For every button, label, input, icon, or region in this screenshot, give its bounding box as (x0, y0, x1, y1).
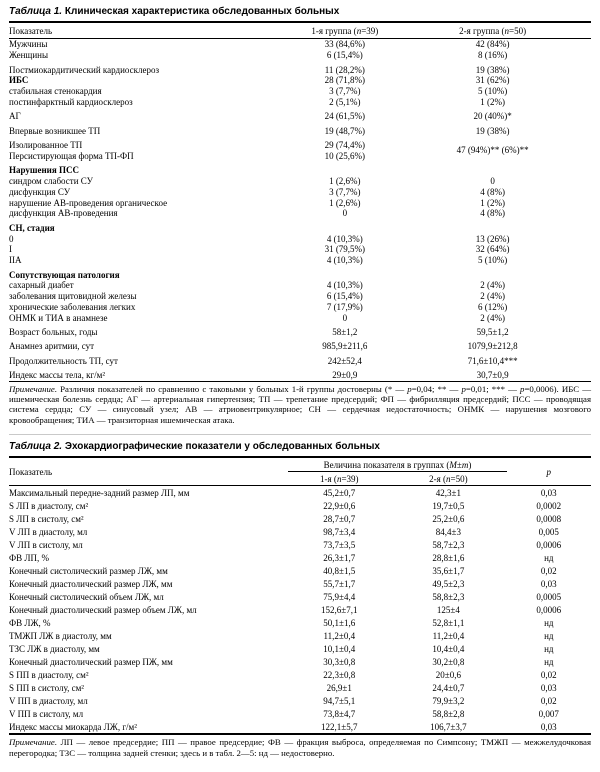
table-row (9, 161, 591, 175)
table-row (9, 538, 591, 551)
table-row (9, 603, 591, 616)
group1-value: 22,3±0,8 (323, 669, 356, 680)
group1-value: 19 (48,7%) (324, 125, 366, 136)
p-value: нд (544, 552, 554, 563)
table-row (9, 525, 591, 538)
table-row (9, 233, 591, 244)
group1-value: 11,2±0,4 (323, 630, 356, 641)
row-label: Конечный диастолический размер объем ЛЖ, мл (9, 604, 197, 615)
row-label: V ПП в систолу, мл (9, 708, 84, 719)
table-row (9, 655, 591, 668)
table-row (9, 122, 591, 136)
row-label: Конечный диастолический размер ЛЖ, мм (9, 578, 173, 589)
table-row (9, 86, 591, 97)
group2-value: 24,4±0,7 (432, 682, 465, 693)
group2-value: 5 (10%) (478, 86, 508, 97)
row-label: нарушение АВ-проведения органическое (9, 197, 168, 208)
p-value: 0,0006 (536, 539, 562, 550)
group2-value: 8 (16%) (478, 50, 508, 61)
table-row (9, 291, 591, 302)
header-row-group (9, 458, 591, 472)
header-row (9, 23, 591, 39)
echo-table-body (9, 486, 591, 735)
group2-value: 58,8±2,8 (432, 708, 465, 719)
group1-value: 58±1,2 (332, 327, 358, 338)
col-header-group2: 2-я (n=50) (429, 474, 468, 485)
table-row (9, 629, 591, 642)
group2-value: 1079,9±212,8 (467, 341, 518, 352)
table-row (9, 720, 591, 734)
table-row (9, 616, 591, 629)
table-row (9, 577, 591, 590)
group1-value: 28,7±0,7 (323, 513, 356, 524)
clinical-table (9, 23, 591, 382)
group1-value: 4 (10,3%) (326, 280, 363, 291)
group1-value: 122,1±5,7 (321, 721, 358, 732)
col-header-indicator: Показатель (9, 467, 53, 478)
table-row (9, 176, 591, 187)
table-row (9, 244, 591, 255)
row-label: Конечный систолический размер ЛЖ, мм (9, 565, 168, 576)
table-row (9, 186, 591, 197)
table1-note-text: Различия показателей по сравнению с таковыми у больных 1-й группы достоверны (* — p=0,04; ** — p=0,01; *** — p=0,0006). ИБС — ишемическая болезнь сердца; АГ — артериальная гипертензия; ТП — трепетание предсердий; ФП — фибрилляция предсердий; ПСС — проводящая система сердца; СУ — синусовый узел; АВ — атриовентрикулярное; СН — сердечная недостаточность; ОНМК — нарушения мозгового кровообращения; ТИА — транзиторная ишемическая атака. (9, 383, 591, 425)
group2-value: 42,3±1 (435, 487, 461, 498)
p-value: 0,03 (540, 721, 557, 732)
group1-value: 55,7±1,7 (323, 578, 356, 589)
group2-value: 47 (94%)** (6%)** (456, 145, 529, 156)
table-row (9, 590, 591, 603)
group1-value: 242±52,4 (327, 355, 362, 366)
group2-value: 30,2±0,8 (432, 656, 465, 667)
row-label: Возраст больных, годы (9, 327, 98, 338)
group2-value: 84,4±3 (435, 526, 461, 537)
row-label: Нарушения ПСС (9, 165, 79, 176)
table-row (9, 280, 591, 291)
group1-value: 26,3±1,7 (323, 552, 356, 563)
group1-value: 94,7±5,1 (323, 695, 356, 706)
group1-value: 29±0,9 (332, 370, 358, 381)
group1-value: 2 (5,1%) (329, 96, 361, 107)
row-label: ТЗС ЛЖ в диастолу, мм (9, 643, 100, 654)
row-label: Индекс массы тела, кг/м² (9, 370, 106, 381)
group1-value: 26,9±1 (326, 682, 352, 693)
table-row (9, 366, 591, 381)
row-label: стабильная стенокардия (9, 86, 102, 97)
group1-value: 6 (15,4%) (326, 291, 363, 302)
row-label: Постмиокардитический кардиосклероз (9, 64, 160, 75)
p-value: 0,02 (540, 695, 557, 706)
p-value: нд (544, 643, 554, 654)
row-label: V ЛП в диастолу, мл (9, 526, 88, 537)
table-row (9, 219, 591, 233)
row-label: Впервые возникшее ТП (9, 125, 101, 136)
table-row (9, 681, 591, 694)
group2-value: 5 (10%) (478, 255, 508, 266)
clinical-table-body (9, 39, 591, 382)
group2-value: 42 (84%) (475, 39, 510, 50)
echo-table (9, 458, 591, 735)
table2-title (9, 439, 591, 458)
table1-title-text: Клиническая характеристика обследованных больных (64, 6, 340, 17)
header-filler (567, 23, 591, 39)
table-row (9, 255, 591, 266)
col-header-group1: 1-я группа (n=39) (311, 26, 379, 36)
table2-note (9, 737, 591, 758)
table-row (9, 50, 591, 61)
row-label: Максимальный передне-задний размер ЛП, мм (9, 487, 190, 498)
table-row (9, 642, 591, 655)
table-row (9, 75, 591, 86)
row-label: V ЛП в систолу, мл (9, 539, 83, 550)
group2-value: 6 (12%) (478, 301, 508, 312)
p-value: 0,02 (540, 565, 557, 576)
group2-value: 4 (8%) (480, 208, 505, 219)
table-row (9, 208, 591, 219)
p-value: 0,0002 (536, 500, 562, 511)
group1-value: 45,2±0,7 (323, 487, 356, 498)
group1-value: 7 (17,9%) (326, 301, 363, 312)
group2-value: 32 (64%) (475, 244, 510, 255)
group2-value: 1 (2%) (480, 197, 505, 208)
row-label: дисфункция СУ (9, 186, 71, 197)
table-row (9, 197, 591, 208)
row-label: хронические заболевания легких (9, 301, 136, 312)
group2-value: 4 (8%) (480, 186, 505, 197)
group1-value: 40,8±1,5 (323, 565, 356, 576)
table-row (9, 707, 591, 720)
table-row (9, 136, 591, 150)
row-label: Индекс массы миокарда ЛЖ, г/м² (9, 721, 137, 732)
table2-title-label: Таблица 2. (9, 441, 63, 453)
echo-table-header (9, 458, 591, 486)
row-label: СН, стадия (9, 222, 55, 233)
p-value: нд (544, 617, 554, 628)
p-value: 0,007 (538, 708, 559, 719)
row-label: Персистирующая форма ТП-ФП (9, 150, 134, 161)
col-header-value-group: Величина показателя в группах (M±m) (288, 458, 506, 472)
row-label: Продолжительность ТП, сут (9, 355, 118, 366)
row-label: ИБС (9, 75, 29, 86)
group2-value: 31 (62%) (475, 75, 510, 86)
p-value: нд (544, 656, 554, 667)
p-value: нд (544, 630, 554, 641)
row-label: сахарный диабет (9, 280, 74, 291)
group1-value: 11 (28,2%) (324, 64, 365, 75)
table-row (9, 352, 591, 366)
group1-value: 1 (2,6%) (329, 176, 361, 187)
table-row (9, 39, 591, 50)
group1-value: 152,6±7,1 (321, 604, 358, 615)
row-label: Конечный диастолический размер ПЖ, мм (9, 656, 173, 667)
row-label: S ПП в диастолу, см² (9, 669, 89, 680)
table-row (9, 551, 591, 564)
table1-title (9, 4, 591, 23)
p-value: 0,005 (538, 526, 559, 537)
row-label: S ЛП в диастолу, см² (9, 500, 89, 511)
group1-value: 31 (79,5%) (324, 244, 366, 255)
p-value: 0,03 (540, 487, 557, 498)
group2-value: 125±4 (436, 604, 460, 615)
section-divider (9, 434, 591, 435)
table2-note-text: ЛП — левое предсердие; ПП — правое предсердие; ФВ — фракция выброса, определяемая по Симпсону; ТМЖП — межжелудочковая перегородка; ТЗС — толщина задней стенки; здесь и в табл. 2—5: нд — недостоверно. (9, 737, 591, 758)
p-value: 0,02 (540, 669, 557, 680)
table1-note-label: Примечание. (9, 383, 58, 394)
group2-value: 25,2±0,6 (432, 513, 465, 524)
row-label: Сопутствующая патология (9, 269, 120, 280)
group2-value: 58,8±2,3 (432, 591, 465, 602)
group2-value: 35,6±1,7 (432, 565, 465, 576)
table-row (9, 266, 591, 280)
group2-value: 2 (4%) (480, 280, 505, 291)
table-row (9, 694, 591, 707)
row-label: Конечный систолический объем ЛЖ, мл (9, 591, 164, 602)
table-row (9, 97, 591, 108)
group2-value: 0 (490, 176, 495, 187)
group2-value: 28,8±1,6 (432, 552, 465, 563)
table-row (9, 337, 591, 351)
table-row (9, 512, 591, 525)
row-label: синдром слабости СУ (9, 176, 94, 187)
table2-note-label: Примечание. (9, 737, 58, 748)
row-label: ФВ ЛП, % (9, 552, 49, 563)
clinical-table-header (9, 23, 591, 39)
group2-value: 19,7±0,5 (432, 500, 465, 511)
group1-value: 28 (71,8%) (324, 75, 366, 86)
group1-value: 50,1±1,6 (323, 617, 356, 628)
row-label: заболевания щитовидной железы (9, 291, 137, 302)
row-label: S ПП в систолу, см² (9, 682, 84, 693)
group1-value: 4 (10,3%) (326, 233, 363, 244)
p-value: 0,0005 (536, 591, 562, 602)
group1-value: 30,3±0,8 (323, 656, 356, 667)
group1-value: 0 (342, 208, 348, 219)
row-label: дисфункция АВ-проведения (9, 208, 118, 219)
group2-value: 106,7±3,7 (430, 721, 467, 732)
row-label: S ЛП в систолу, см² (9, 513, 84, 524)
group2-value: 1 (2%) (480, 96, 505, 107)
table-row (9, 499, 591, 512)
group1-value: 3 (7,7%) (329, 86, 361, 97)
table-row (9, 486, 591, 500)
group1-value: 33 (84,6%) (324, 39, 366, 50)
group1-value: 3 (7,7%) (329, 186, 361, 197)
group2-value: 20±0,6 (435, 669, 461, 680)
row-label: ФВ ЛЖ, % (9, 617, 51, 628)
group1-value: 98,7±3,4 (323, 526, 356, 537)
table-row (9, 323, 591, 337)
table2-title-text: Эхокардиографические показатели у обследованных больных (64, 441, 380, 453)
row-label: V ПП в диастолу, мл (9, 695, 88, 706)
group2-value: 2 (4%) (480, 312, 505, 323)
group1-value: 29 (74,4%) (324, 140, 366, 151)
group1-value: 24 (61,5%) (324, 111, 366, 122)
group1-value: 10 (25,6%) (324, 150, 366, 161)
col-header-p: p (546, 467, 552, 478)
table1-note (9, 384, 591, 426)
row-label: АГ (9, 111, 21, 122)
table-row (9, 61, 591, 75)
group2-value: 58,7±2,3 (432, 539, 465, 550)
table1-title-label: Таблица 1. (9, 6, 63, 17)
table-row (9, 564, 591, 577)
group2-value: 52,8±1,1 (432, 617, 465, 628)
row-label: Анамнез аритмии, сут (9, 341, 95, 352)
group2-value: 71,6±10,4*** (467, 355, 518, 366)
col-header-group2: 2-я группа (n=50) (459, 26, 527, 36)
row-label: постинфарктный кардиосклероз (9, 96, 133, 107)
row-label: Изолированное ТП (9, 140, 83, 151)
p-value: 0,0006 (536, 604, 562, 615)
row-label: I (9, 244, 12, 255)
group2-value: 10,4±0,4 (432, 643, 465, 654)
group2-value: 13 (26%) (475, 233, 510, 244)
group1-value: 73,7±3,5 (323, 539, 356, 550)
group2-value: 30,7±0,9 (476, 370, 509, 381)
group1-value: 1 (2,6%) (329, 197, 361, 208)
group2-value: 79,9±3,2 (432, 695, 465, 706)
table-row (9, 107, 591, 121)
group2-value: 19 (38%) (475, 64, 510, 75)
table-row (9, 312, 591, 323)
group2-value: 11,2±0,4 (432, 630, 465, 641)
table-row (9, 668, 591, 681)
group1-value: 985,9±211,6 (322, 341, 368, 352)
group2-value: 20 (40%)* (473, 111, 512, 122)
col-header-group1: 1-я (n=39) (320, 474, 359, 485)
row-label: ТМЖП ЛЖ в диастолу, мм (9, 630, 112, 641)
col-header-indicator: Показатель (9, 26, 53, 36)
group2-value: 19 (38%) (475, 125, 510, 136)
group1-value: 4 (10,3%) (326, 255, 363, 266)
p-value: 0,03 (540, 682, 557, 693)
group2-value: 49,5±2,3 (432, 578, 465, 589)
group1-value: 6 (15,4%) (326, 50, 363, 61)
row-label: IIА (9, 255, 22, 266)
row-label: 0 (9, 233, 14, 244)
row-label: Мужчины (9, 39, 48, 50)
group1-value: 0 (342, 312, 348, 323)
group1-value: 22,9±0,6 (323, 500, 356, 511)
group1-value: 10,1±0,4 (323, 643, 356, 654)
table-row (9, 301, 591, 312)
row-label: ОНМК и ТИА в анамнезе (9, 312, 108, 323)
p-value: 0,0008 (536, 513, 562, 524)
p-value: 0,03 (540, 578, 557, 589)
group2-value: 59,5±1,2 (476, 327, 509, 338)
row-label: Женщины (9, 50, 49, 61)
group1-value: 75,9±4,4 (323, 591, 356, 602)
group1-value: 73,8±4,7 (323, 708, 356, 719)
group2-value: 2 (4%) (480, 291, 505, 302)
